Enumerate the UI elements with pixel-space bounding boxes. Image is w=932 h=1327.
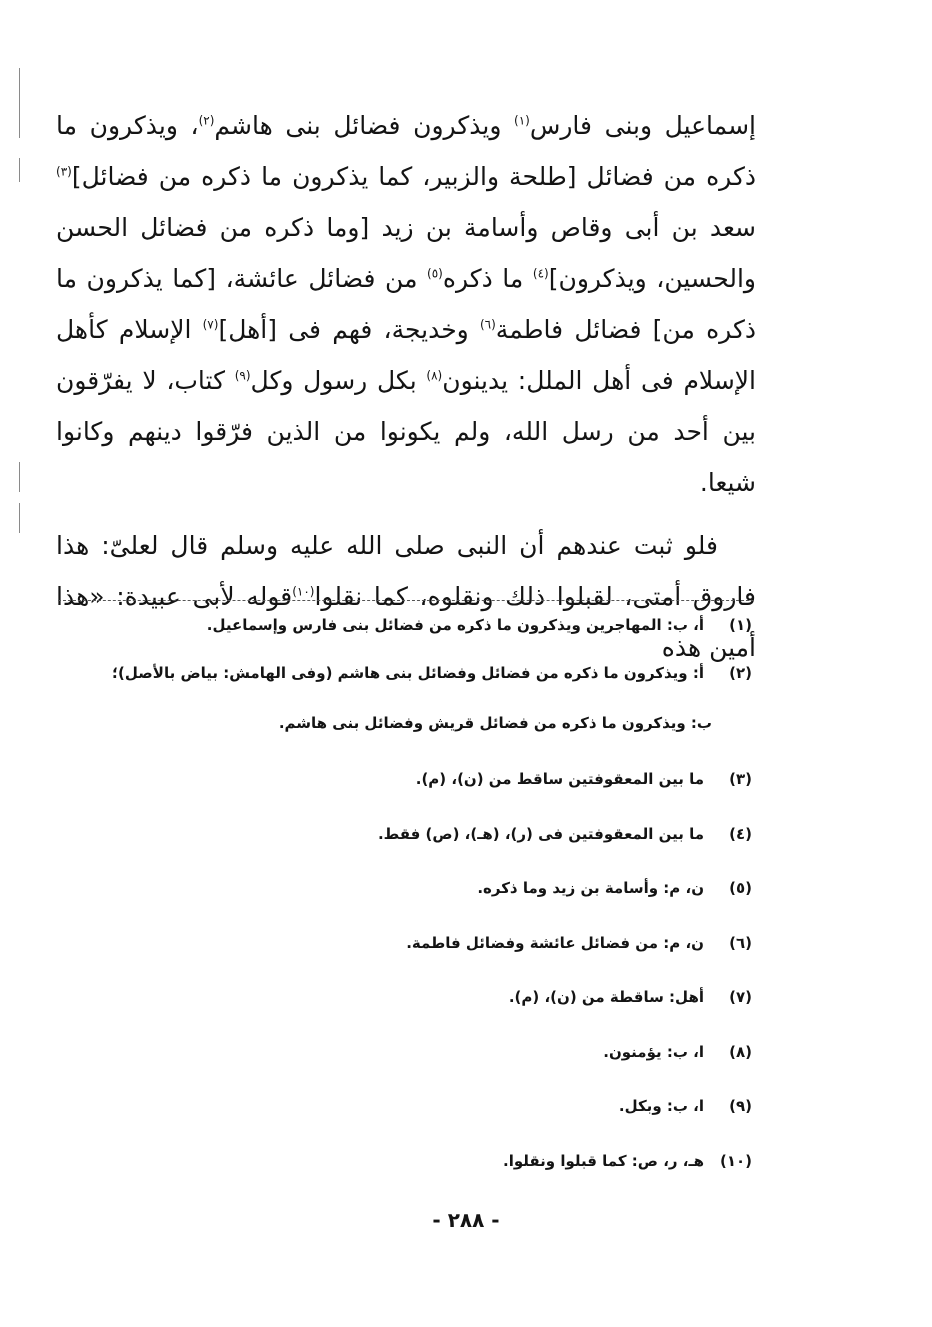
footnotes <box>52 610 752 1200</box>
footnote-ref-1[interactable]: (١) <box>514 113 530 128</box>
footnote-number: (١٠) <box>719 1151 752 1170</box>
footnote-text: أهل: ساقطة من (ن)، (م). <box>508 988 704 1006</box>
footnote-number: (٩) <box>729 1097 752 1115</box>
footnote-2 <box>52 658 752 708</box>
footnote-ref-7[interactable]: (٧) <box>202 317 219 332</box>
footnote-2-continuation: ب: ويذكرون ما ذكره من فضائل قريش وفضائل بنى هاشم. <box>278 714 712 732</box>
margin-mark-3 <box>19 462 20 492</box>
footnote-text: ن، م: من فضائل عائشة وفضائل فاطمة. <box>406 933 704 952</box>
footnote-ref-5[interactable]: (٥) <box>427 266 443 281</box>
footnote-number: (٧) <box>729 988 752 1006</box>
footnote-10 <box>52 1146 752 1201</box>
footnote-3 <box>52 764 752 819</box>
footnote-ref-3[interactable]: (٣) <box>56 164 72 179</box>
footnote-ref-2[interactable]: (٢) <box>198 113 215 128</box>
footnote-text: ما بين المعقوفتين فى (ر)، (هـ)، (ص) فقط. <box>377 824 704 843</box>
main-text <box>56 100 756 673</box>
footnote-ref-4[interactable]: (٤) <box>532 266 549 281</box>
footnote-ref-6[interactable]: (٦) <box>479 317 496 332</box>
footnote-8 <box>52 1037 752 1092</box>
footnote-number: (٥) <box>729 879 752 897</box>
footnote-1 <box>52 610 752 658</box>
page-number: - ٢٨٨ - <box>432 1208 500 1232</box>
footnote-text: ن، م: وأسامة بن زيد وما ذكره. <box>477 879 704 897</box>
footnote-text: أ: ويذكرون ما ذكره من فضائل وفضائل بنى هاشم (وفى الهامش: بياض بالأصل)؛ <box>112 664 704 682</box>
footnote-number: (٢) <box>729 664 752 682</box>
margin-mark-1 <box>19 68 20 138</box>
footnote-ref-9[interactable]: (٩) <box>234 368 251 383</box>
paragraph-1: إسماعيل وبنى فارس$^{(١)}$ ويذكرون فضائل بنى هاشم$^{(٢)}$، ويذكرون ما ذكره من فضائل [طلحة والزبير، كما يذكرون ما ذكره من فضائل]$^{(٣)}$ سعد بن أبى وقاص وأسامة بن زيد [وما ذكره من فضائل الحسن والحسين، ويذكرون]$^{(٤)}$ ما ذكره$^{(٥)}$ من فضائل عائشة، [كما يذكرون ما ذكره من] فضائل فاطمة$^{(٦)}$ وخديجة، فهم فى [أهل]$^{(٧)}$ الإسلام كأهل الإسلام فى أهل الملل: يدينون$^{(٨)}$ بكل رسول وكل$^{(٩)}$ كتاب، لا يفرّقون بين أحد من رسل الله، ولم يكونوا من الذين فرّقوا دينهم وكانوا شيعا. <box>56 111 756 497</box>
footnote-5 <box>52 873 752 928</box>
footnote-4 <box>52 819 752 874</box>
footnote-number: (٨) <box>729 1042 752 1061</box>
footnote-ref-10[interactable]: (١٠) <box>292 584 315 599</box>
footnote-text: ا، ب: وبكل. <box>618 1097 704 1115</box>
footnote-number: (٣) <box>729 770 752 788</box>
footnote-text: هـ، ر، ص: كما قبلوا ونقلوا. <box>503 1151 704 1170</box>
footnote-number: (٦) <box>729 933 752 952</box>
footnote-text: ا، ب: يؤمنون. <box>603 1042 704 1061</box>
footnote-ref-8[interactable]: (٨) <box>426 368 443 383</box>
footnote-9 <box>52 1091 752 1146</box>
margin-mark-4 <box>19 503 20 533</box>
footnote-7 <box>52 982 752 1037</box>
footnote-text: ما بين المعقوفتين ساقط من (ن)، (م). <box>415 770 704 788</box>
margin-mark-2 <box>19 158 20 182</box>
footnote-6 <box>52 928 752 983</box>
paragraph-2: فلو ثبت عندهم أن النبى صلى الله عليه وسلم قال لعلىّ: هذا فاروق أمتى، لقبلوا ذلك ونقلوه، كما نقلوا$^{(١٠)}$قوله لأبى عبيدة: «هذا أمين هذه <box>56 531 756 662</box>
footnote-text: أ، ب: المهاجرين ويذكرون ما ذكره من فضائل بنى فارس وإسماعيل. <box>206 616 704 634</box>
footnote-number: (١) <box>729 616 752 634</box>
footnote-separator <box>58 600 754 601</box>
footnote-number: (٤) <box>729 824 752 843</box>
